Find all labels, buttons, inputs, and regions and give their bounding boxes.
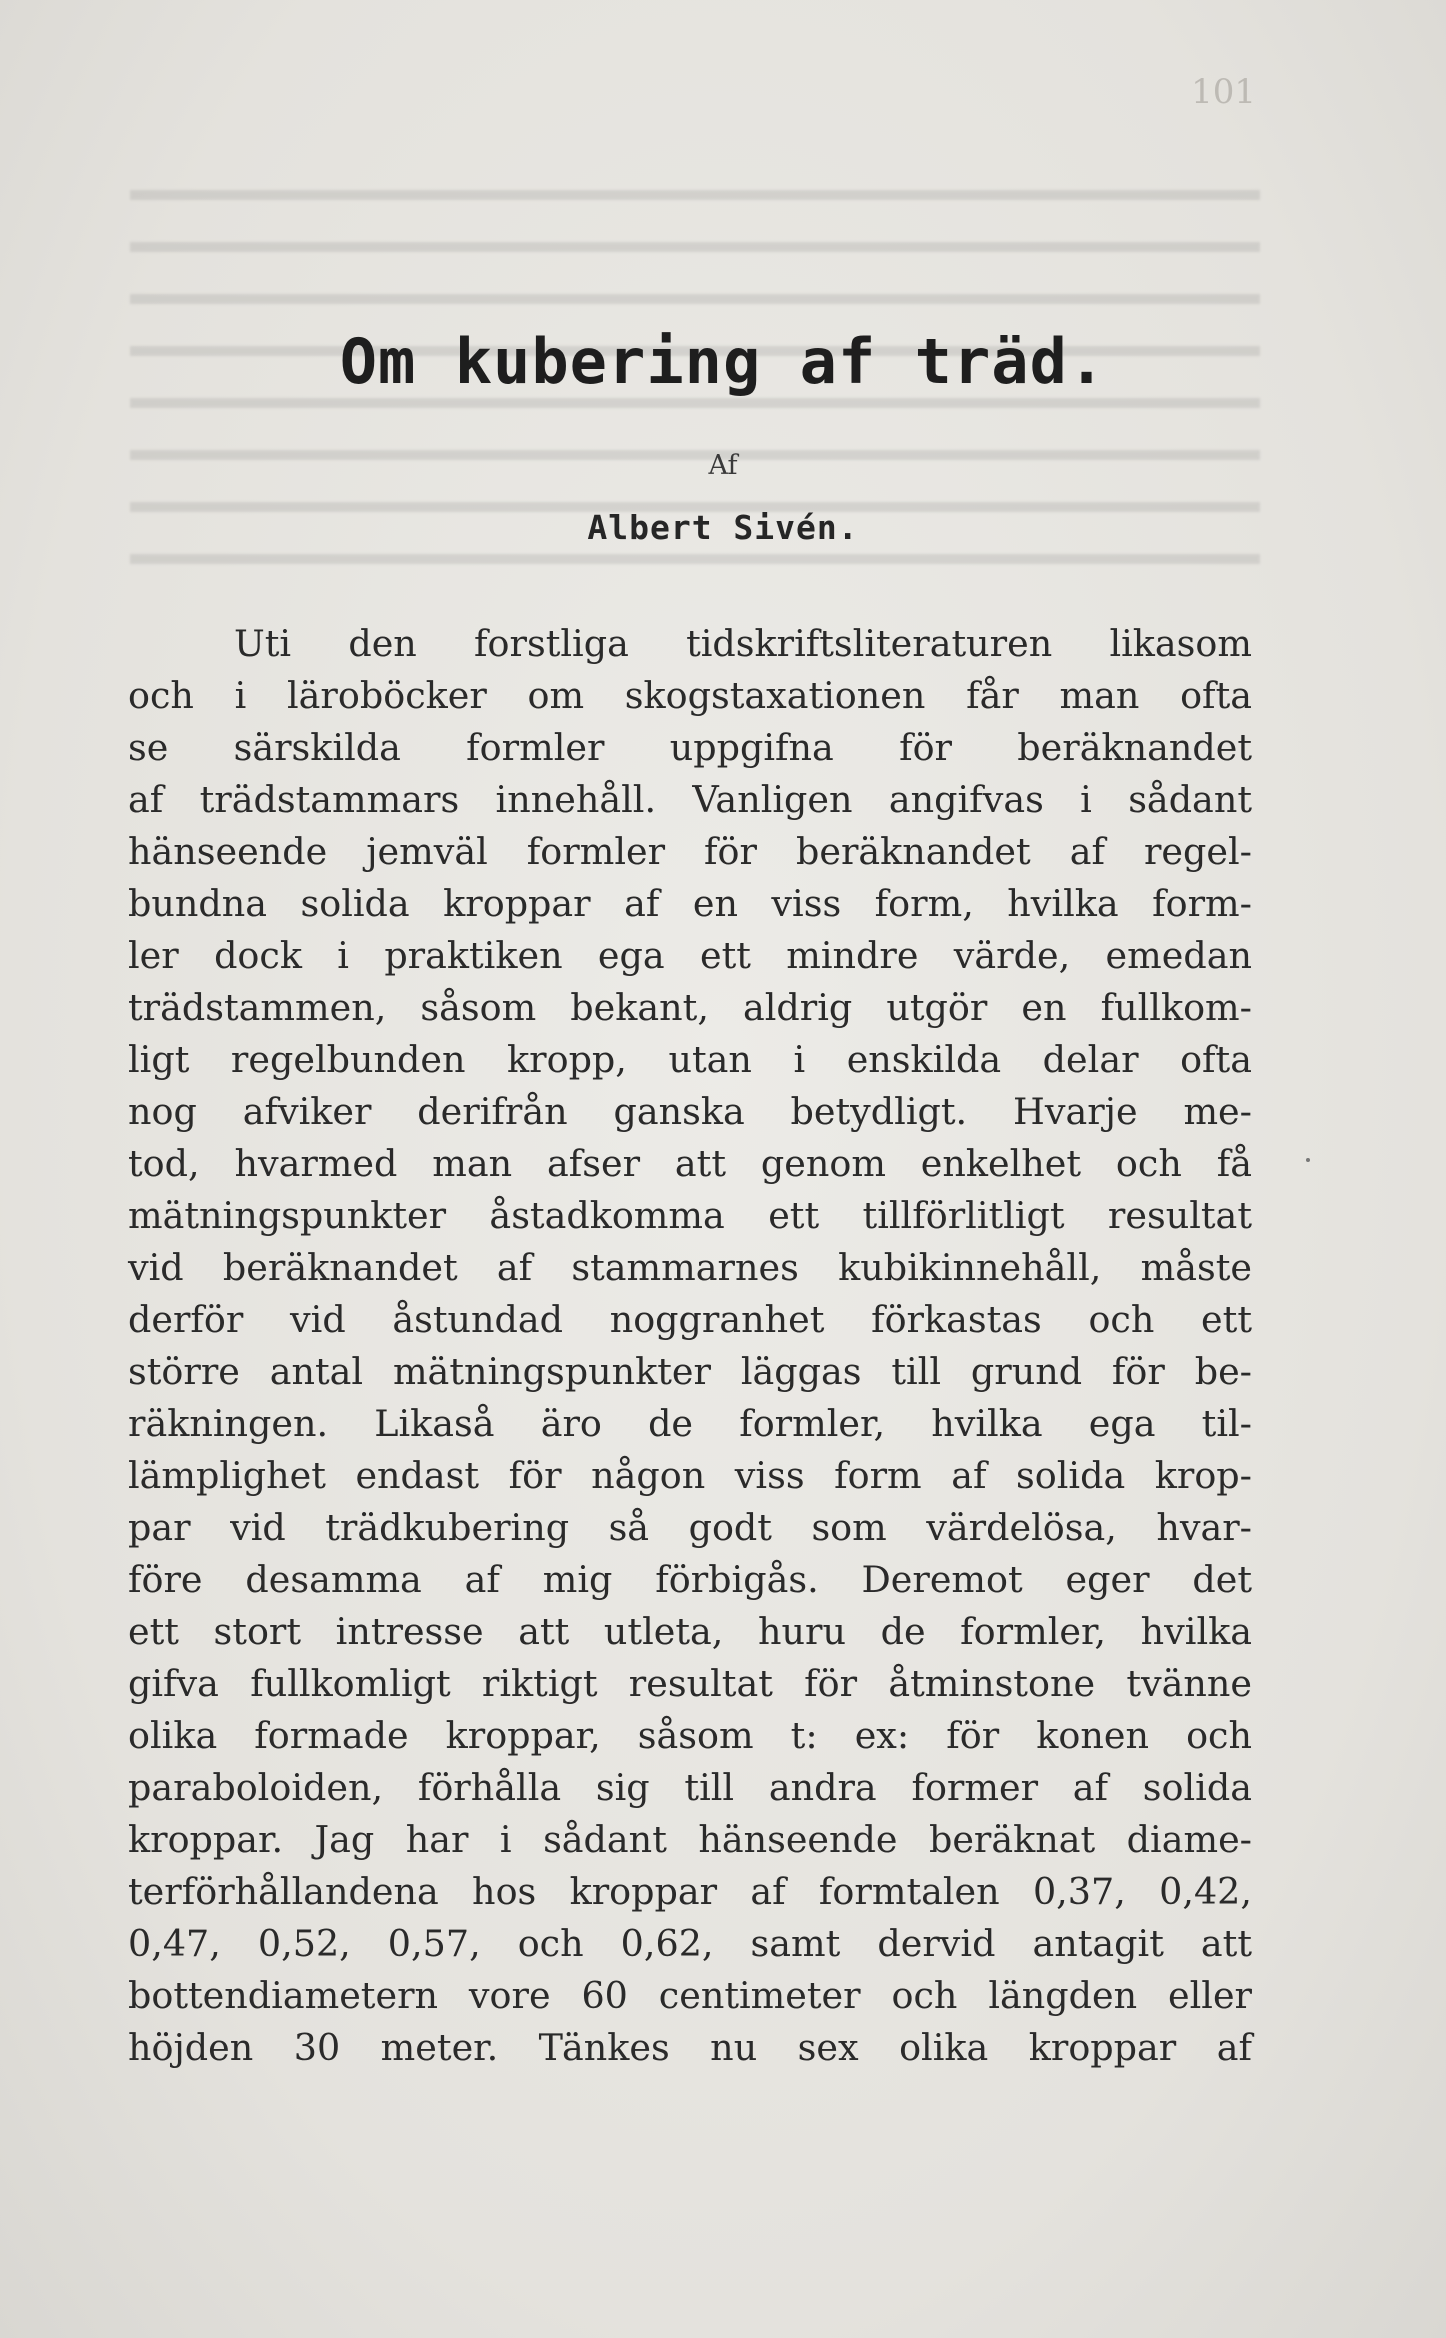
body-line: hänseende jemväl formler för beräknandet af regel- [128, 830, 1252, 873]
body-line: bundna solida kroppar af en viss form, hvilka form- [128, 882, 1252, 925]
article-title: Om kubering af träd. [339, 325, 1107, 398]
body-line: terförhållandena hos kroppar af formtalen 0,37, 0,42, [128, 1870, 1252, 1913]
body-line: och i läroböcker om skogstaxationen får man ofta [128, 674, 1252, 717]
author-name: Albert Sivén. [587, 508, 859, 547]
body-line: tod, hvarmed man afser att genom enkelhet och få [128, 1142, 1252, 1185]
margin-mark [1306, 1158, 1310, 1162]
body-line: Uti den forstliga tidskriftsliteraturen likasom [234, 622, 1252, 665]
body-line: vid beräknandet af stammarnes kubikinnehåll, måste [128, 1246, 1252, 1289]
body-line: ett stort intresse att utleta, huru de formler, hvilka [128, 1610, 1252, 1653]
body-line: olika formade kroppar, såsom t: ex: för konen och [128, 1714, 1252, 1757]
body-line: se särskilda formler uppgifna för beräknandet [128, 726, 1252, 769]
page-number: 101 [1191, 72, 1256, 112]
body-line: ler dock i praktiken ega ett mindre värde, emedan [128, 934, 1252, 977]
body-line: höjden 30 meter. Tänkes nu sex olika kroppar af [128, 2026, 1252, 2069]
body-line: par vid trädkubering så godt som värdelösa, hvar- [128, 1506, 1252, 1549]
body-line: större antal mätningspunkter läggas till grund för be- [128, 1350, 1252, 1393]
body-line: gifva fullkomligt riktigt resultat för åtminstone tvänne [128, 1662, 1252, 1705]
body-text [128, 618, 1252, 2074]
body-line: före desamma af mig förbigås. Deremot eger det [128, 1558, 1252, 1601]
body-line: mätningspunkter åstadkomma ett tillförlitligt resultat [128, 1194, 1252, 1237]
body-line: kroppar. Jag har i sådant hänseende beräknat diame- [128, 1818, 1252, 1861]
body-line: räkningen. Likaså äro de formler, hvilka ega til- [128, 1402, 1252, 1445]
body-line: paraboloiden, förhålla sig till andra former af solida [128, 1766, 1252, 1809]
body-line: nog afviker derifrån ganska betydligt. Hvarje me- [128, 1090, 1252, 1133]
body-line: 0,47, 0,52, 0,57, och 0,62, samt dervid antagit att [128, 1922, 1252, 1965]
body-line: af trädstammars innehåll. Vanligen angifvas i sådant [128, 778, 1252, 821]
body-line: bottendiametern vore 60 centimeter och längden eller [128, 1974, 1252, 2017]
body-line: ligt regelbunden kropp, utan i enskilda delar ofta [128, 1038, 1252, 1081]
body-line: derför vid åstundad noggranhet förkastas och ett [128, 1298, 1252, 1341]
byline-prefix: Af [708, 450, 738, 481]
body-line: trädstammen, såsom bekant, aldrig utgör en fullkom- [128, 986, 1252, 1029]
body-line: lämplighet endast för någon viss form af solida krop- [128, 1454, 1252, 1497]
